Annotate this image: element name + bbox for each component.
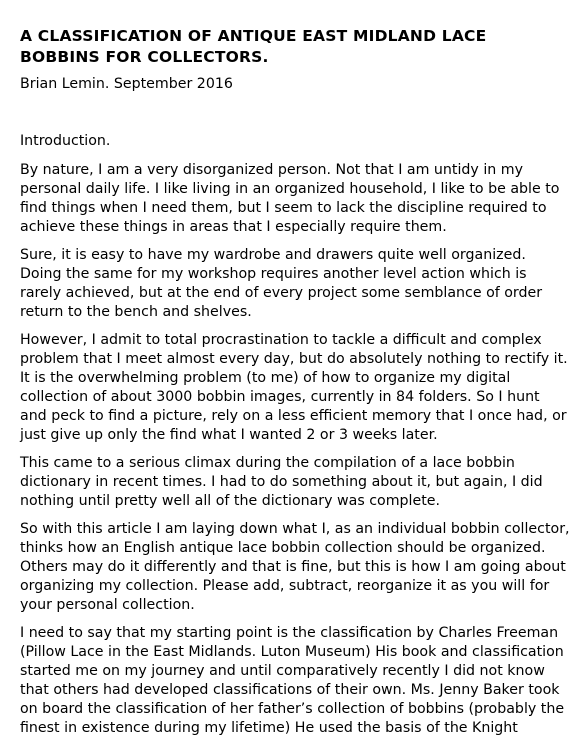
paragraph: Sure, it is easy to have my wardrobe and drawers quite well organized. Doing the same for my workshop requires another level action which is rarely achieved, but at the end of every project some semblance of order return to the bench and shelves. [20,247,543,320]
author-byline: Brian Lemin. September 2016 [20,76,233,92]
section-heading: Introduction. [20,133,111,149]
paragraph: However, I admit to total procrastination to tackle a difficult and complex problem that I meet almost every day, but do absolutely nothing to rectify it. It is the overwhelming problem (to me) of how to organize my digital collection of about 3000 bobbin images, currently in 84 folders. So I hunt and peck to find a picture, rely on a less efficient memory that I once had, or just give up only the find what I wanted 2 or 3 weeks later. [20,332,568,443]
paragraph: By nature, I am a very disorganized person. Not that I am untidy in my personal daily life. I like living in an organized household, I like to be able to find things when I need them, but I seem to lack the discipline required to achieve these things in areas that I especially require them. [20,162,560,235]
paragraph: I need to say that my starting point is the classification by Charles Freeman (Pillow Lace in the East Midlands. Luton Museum) His book and classification started me on my journey and until comparatively recently I did not know that others had developed classifications of their own. Ms. Jenny Baker took on board the classification of her father’s collection of bobbins (probably the finest in existence during my lifetime) He used the basis of the Knight [20,625,565,736]
body-text [20,161,570,738]
document-title: A CLASSIFICATION OF ANTIQUE EAST MIDLAND LACE BOBBINS FOR COLLECTORS. [20,27,487,66]
paragraph: So with this article I am laying down what I, as an individual bobbin collector, thinks how an English antique lace bobbin collection should be organized. Others may do it differently and that is fine, but this is how I am going about organizing my collection. Please add, subtract, reorganize it as you will for your personal collection. [20,521,570,613]
paragraph: This came to a serious climax during the compilation of a lace bobbin dictionary in recent times. I had to do something about it, but again, I did nothing until pretty well all of the dictionary was complete. [20,455,543,509]
